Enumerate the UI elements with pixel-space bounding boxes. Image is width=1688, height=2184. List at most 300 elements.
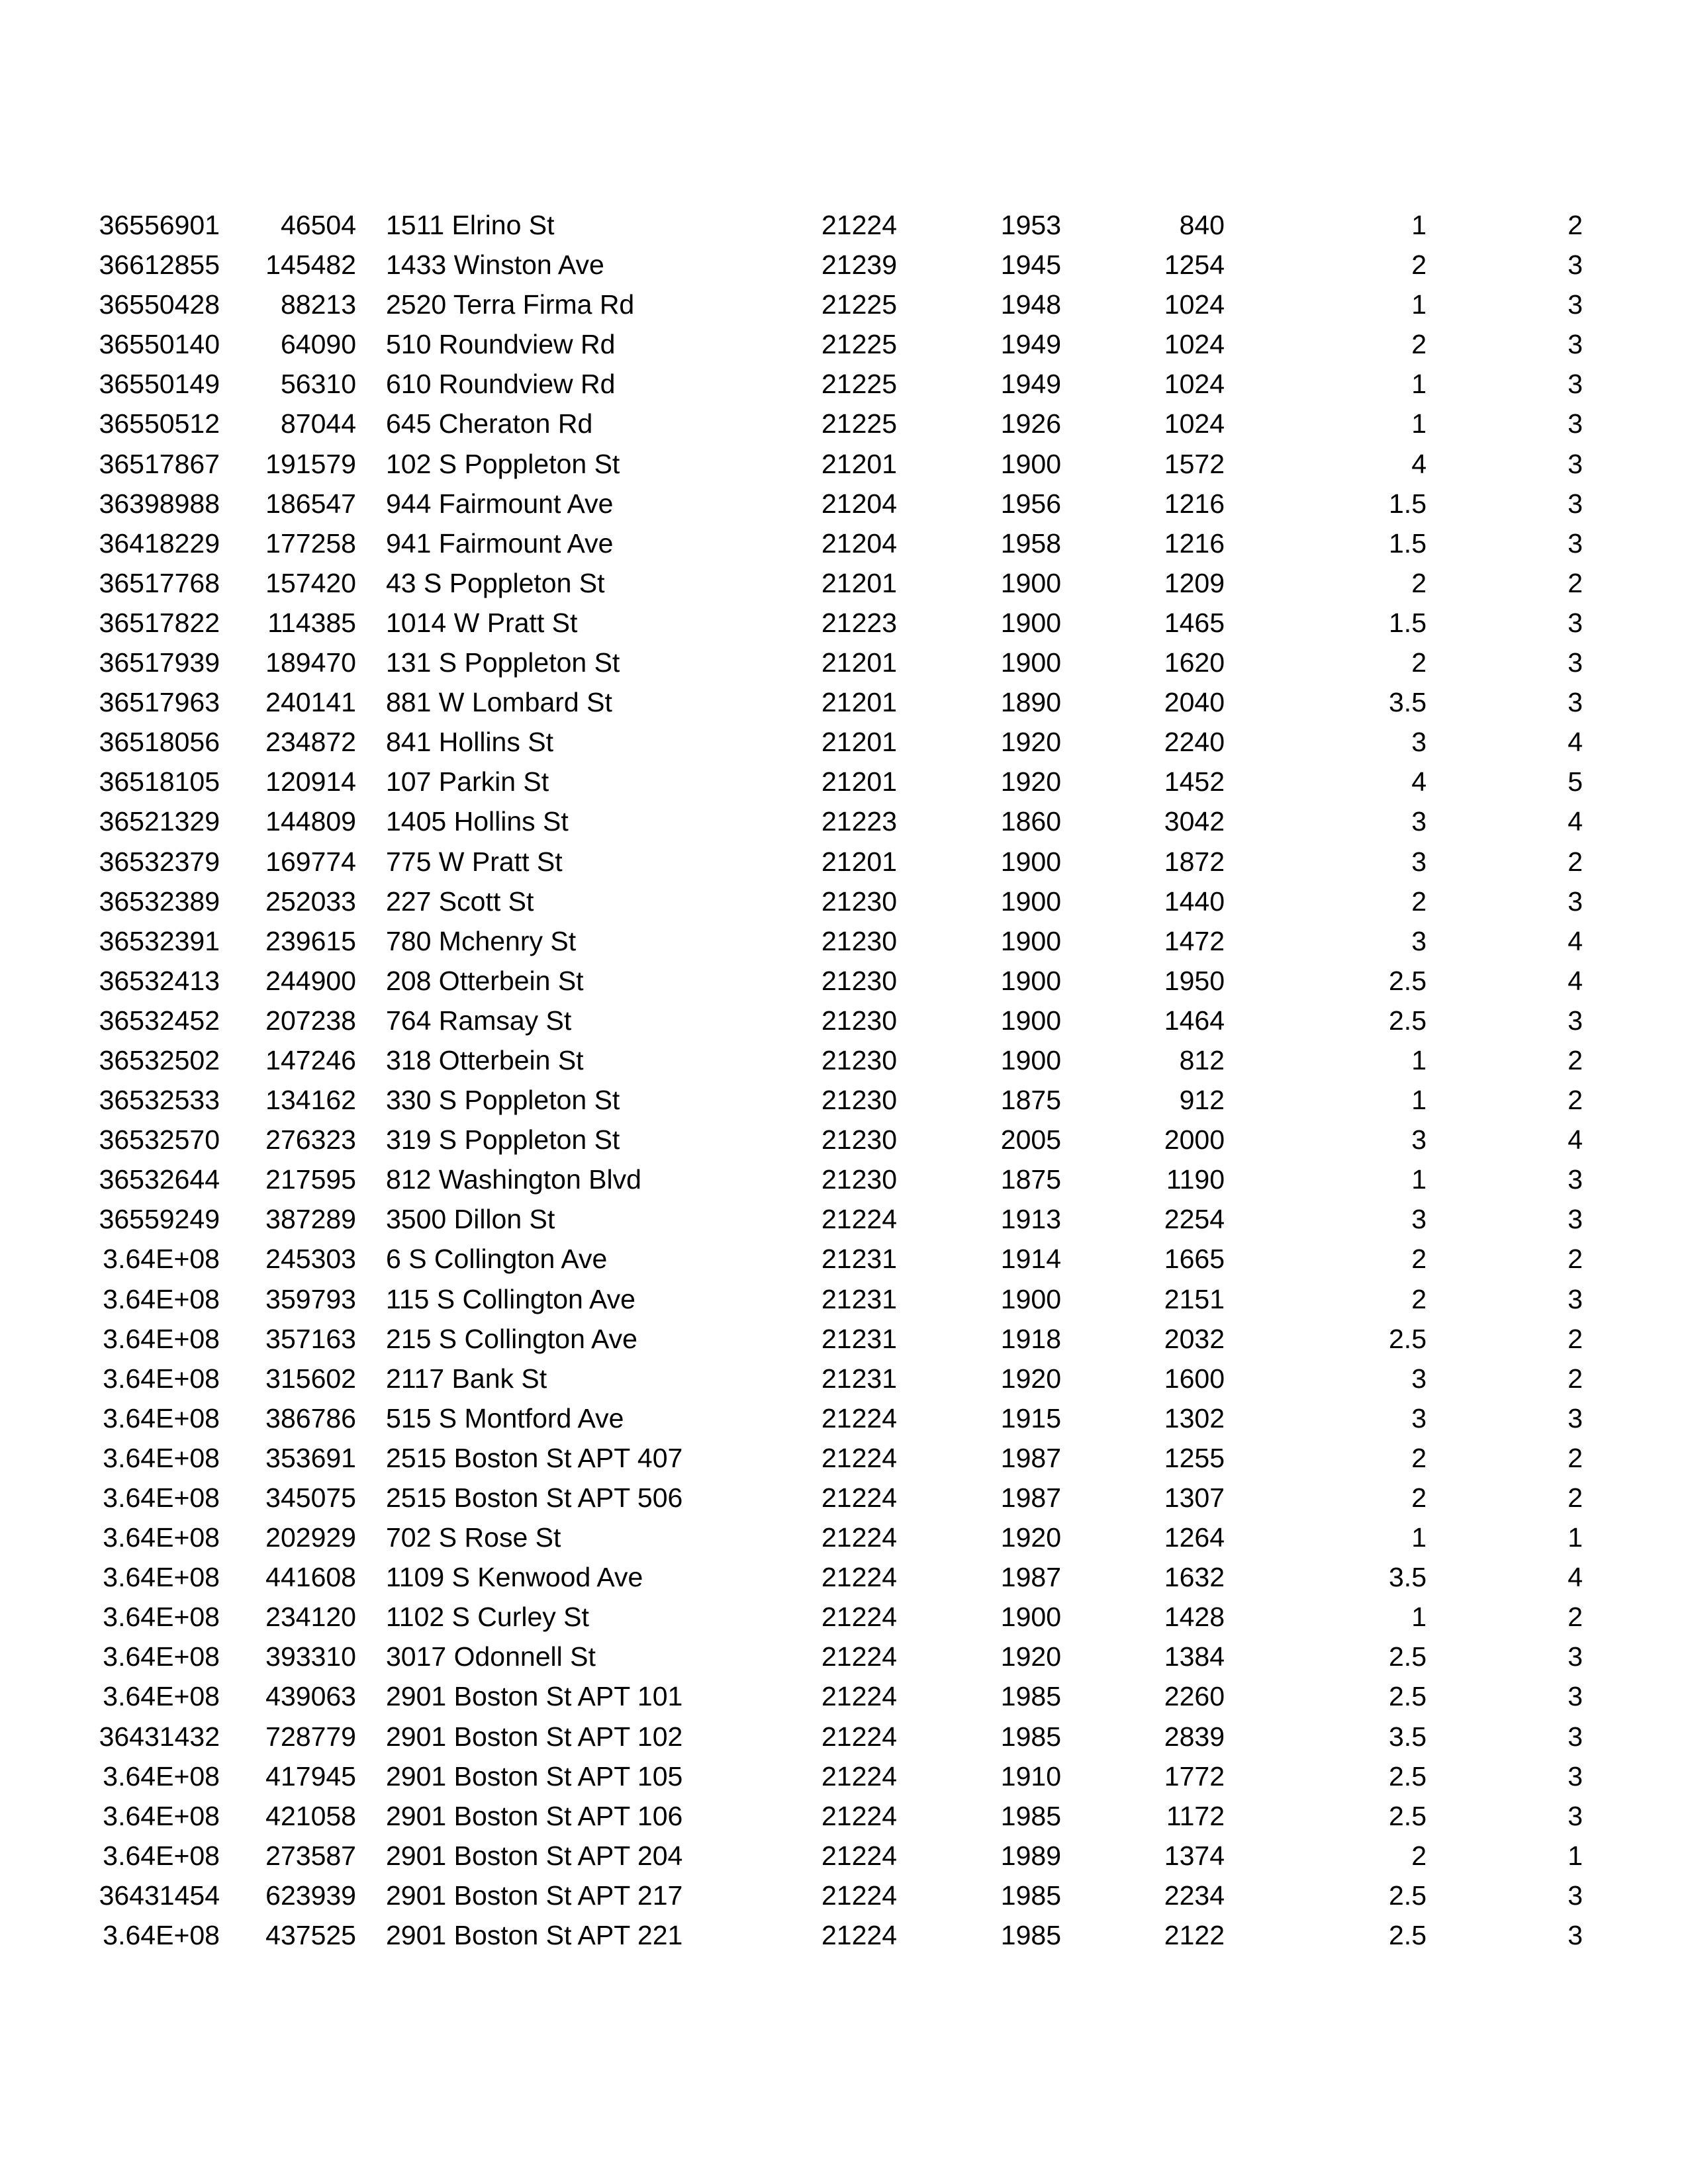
year-built-cell: 1900 (1000, 1602, 1061, 1633)
parcel-id-cell: 36532379 (99, 846, 220, 877)
zip-cell: 21201 (821, 647, 897, 678)
parcel-id-cell: 36612855 (99, 250, 220, 281)
year-built-cell: 1945 (1000, 250, 1061, 281)
price-cell: 145482 (265, 250, 356, 281)
year-built-cell: 1949 (1000, 329, 1061, 360)
address-cell: 2901 Boston St APT 106 (386, 1800, 683, 1831)
table-row (0, 842, 1688, 882)
price-cell: 157420 (265, 567, 356, 598)
sqft-cell: 1665 (1164, 1244, 1225, 1275)
zip-cell: 21225 (821, 408, 897, 439)
zip-cell: 21224 (821, 1522, 897, 1553)
beds-cell: 3 (1568, 329, 1583, 360)
table-row (0, 722, 1688, 762)
sqft-cell: 1190 (1166, 1164, 1225, 1195)
parcel-id-cell: 36532502 (99, 1044, 220, 1075)
address-cell: 3500 Dillon St (386, 1204, 555, 1235)
beds-cell: 3 (1568, 1800, 1583, 1831)
table-row (0, 1637, 1688, 1676)
beds-cell: 2 (1568, 1085, 1583, 1116)
sqft-cell: 1872 (1164, 846, 1225, 877)
parcel-id-cell: 36550428 (99, 289, 220, 320)
parcel-id-cell: 36521329 (99, 806, 220, 837)
table-row (0, 762, 1688, 801)
address-cell: 2520 Terra Firma Rd (386, 289, 635, 320)
table-row (0, 921, 1688, 961)
zip-cell: 21201 (821, 846, 897, 877)
year-built-cell: 1900 (1000, 1005, 1061, 1036)
zip-cell: 21204 (821, 527, 897, 559)
zip-cell: 21231 (821, 1363, 897, 1394)
address-cell: 6 S Collington Ave (386, 1244, 608, 1275)
zip-cell: 21223 (821, 607, 897, 638)
parcel-id-cell: 36550149 (99, 369, 220, 400)
zip-cell: 21201 (821, 567, 897, 598)
sqft-cell: 2032 (1164, 1323, 1225, 1354)
year-built-cell: 1926 (1000, 408, 1061, 439)
beds-cell: 3 (1568, 687, 1583, 718)
address-cell: 208 Otterbein St (386, 965, 584, 996)
baths-cell: 2 (1411, 647, 1427, 678)
year-built-cell: 1900 (1000, 965, 1061, 996)
beds-cell: 3 (1568, 1402, 1583, 1433)
year-built-cell: 1985 (1000, 1800, 1061, 1831)
sqft-cell: 2254 (1164, 1204, 1225, 1235)
price-cell: 357163 (265, 1323, 356, 1354)
address-cell: 812 Washington Blvd (386, 1164, 641, 1195)
parcel-id-cell: 3.64E+08 (103, 1800, 220, 1831)
baths-cell: 2 (1411, 1482, 1427, 1513)
address-cell: 1109 S Kenwood Ave (386, 1562, 643, 1593)
baths-cell: 1 (1411, 369, 1427, 400)
parcel-id-cell: 3.64E+08 (103, 1920, 220, 1951)
beds-cell: 3 (1568, 369, 1583, 400)
year-built-cell: 1920 (1000, 1522, 1061, 1553)
address-cell: 2117 Bank St (386, 1363, 547, 1394)
baths-cell: 2.5 (1389, 1005, 1427, 1036)
zip-cell: 21224 (821, 1562, 897, 1593)
address-cell: 841 Hollins St (386, 727, 553, 758)
baths-cell: 3 (1411, 846, 1427, 877)
address-cell: 941 Fairmount Ave (386, 527, 614, 559)
baths-cell: 2 (1411, 1244, 1427, 1275)
sqft-cell: 1428 (1164, 1602, 1225, 1633)
zip-cell: 21239 (821, 250, 897, 281)
parcel-id-cell: 3.64E+08 (103, 1283, 220, 1314)
table-row (0, 1597, 1688, 1637)
sqft-cell: 1024 (1164, 329, 1225, 360)
parcel-id-cell: 36532533 (99, 1085, 220, 1116)
table-row (0, 364, 1688, 404)
price-cell: 728779 (265, 1721, 356, 1752)
zip-cell: 21201 (821, 727, 897, 758)
address-cell: 227 Scott St (386, 886, 534, 917)
year-built-cell: 1890 (1000, 687, 1061, 718)
price-cell: 217595 (265, 1164, 356, 1195)
baths-cell: 1 (1411, 1522, 1427, 1553)
zip-cell: 21224 (821, 1482, 897, 1513)
table-row (0, 1836, 1688, 1876)
baths-cell: 2 (1411, 886, 1427, 917)
table-row (0, 1239, 1688, 1279)
baths-cell: 2.5 (1389, 1880, 1427, 1911)
baths-cell: 1 (1411, 210, 1427, 240)
sqft-cell: 2234 (1164, 1880, 1225, 1911)
baths-cell: 3 (1411, 1402, 1427, 1433)
sqft-cell: 912 (1179, 1085, 1225, 1116)
baths-cell: 1.5 (1389, 607, 1427, 638)
parcel-id-cell: 3.64E+08 (103, 1562, 220, 1593)
parcel-id-cell: 3.64E+08 (103, 1402, 220, 1433)
price-cell: 56310 (280, 369, 356, 400)
parcel-id-cell: 36532570 (99, 1124, 220, 1156)
baths-cell: 1 (1411, 1085, 1427, 1116)
year-built-cell: 1900 (1000, 448, 1061, 479)
zip-cell: 21231 (821, 1283, 897, 1314)
table-row (0, 1478, 1688, 1518)
address-cell: 2901 Boston St APT 101 (386, 1681, 683, 1712)
beds-cell: 3 (1568, 1880, 1583, 1911)
address-cell: 1102 S Curley St (386, 1602, 589, 1633)
sqft-cell: 2000 (1164, 1124, 1225, 1156)
sqft-cell: 1307 (1164, 1482, 1225, 1513)
table-row (0, 1080, 1688, 1120)
table-row (0, 1438, 1688, 1478)
baths-cell: 2.5 (1389, 1920, 1427, 1951)
beds-cell: 3 (1568, 408, 1583, 439)
table-row (0, 682, 1688, 722)
price-cell: 437525 (265, 1920, 356, 1951)
baths-cell: 2 (1411, 1283, 1427, 1314)
price-cell: 441608 (265, 1562, 356, 1593)
zip-cell: 21230 (821, 1124, 897, 1156)
table-row (0, 1319, 1688, 1359)
price-cell: 244900 (265, 965, 356, 996)
beds-cell: 2 (1568, 1323, 1583, 1354)
address-cell: 2901 Boston St APT 102 (386, 1721, 683, 1752)
table-row (0, 1279, 1688, 1319)
parcel-id-cell: 36431432 (99, 1721, 220, 1752)
sqft-cell: 1452 (1164, 766, 1225, 797)
beds-cell: 3 (1568, 1641, 1583, 1672)
zip-cell: 21224 (821, 1204, 897, 1235)
year-built-cell: 1913 (1000, 1204, 1061, 1235)
zip-cell: 21224 (821, 1760, 897, 1792)
year-built-cell: 1985 (1000, 1721, 1061, 1752)
address-cell: 102 S Poppleton St (386, 448, 620, 479)
price-cell: 186547 (265, 488, 356, 519)
parcel-id-cell: 36532413 (99, 965, 220, 996)
year-built-cell: 2005 (1000, 1124, 1061, 1156)
parcel-id-cell: 3.64E+08 (103, 1442, 220, 1473)
baths-cell: 4 (1411, 448, 1427, 479)
beds-cell: 3 (1568, 250, 1583, 281)
price-cell: 144809 (265, 806, 356, 837)
table-row (0, 1876, 1688, 1915)
sqft-cell: 1384 (1164, 1641, 1225, 1672)
zip-cell: 21204 (821, 488, 897, 519)
address-cell: 775 W Pratt St (386, 846, 563, 877)
price-cell: 421058 (265, 1800, 356, 1831)
beds-cell: 1 (1568, 1840, 1583, 1871)
price-cell: 134162 (265, 1085, 356, 1116)
price-cell: 417945 (265, 1760, 356, 1792)
beds-cell: 3 (1568, 488, 1583, 519)
price-cell: 191579 (265, 448, 356, 479)
zip-cell: 21201 (821, 448, 897, 479)
table-row (0, 1199, 1688, 1239)
zip-cell: 21224 (821, 1721, 897, 1752)
price-cell: 353691 (265, 1442, 356, 1473)
zip-cell: 21201 (821, 687, 897, 718)
table-row (0, 643, 1688, 682)
sqft-cell: 1620 (1164, 647, 1225, 678)
year-built-cell: 1900 (1000, 647, 1061, 678)
address-cell: 944 Fairmount Ave (386, 488, 614, 519)
beds-cell: 3 (1568, 1164, 1583, 1195)
parcel-id-cell: 36550140 (99, 329, 220, 360)
baths-cell: 1 (1411, 1602, 1427, 1633)
beds-cell: 2 (1568, 210, 1583, 240)
price-cell: 252033 (265, 886, 356, 917)
price-cell: 46504 (280, 210, 356, 240)
price-cell: 189470 (265, 647, 356, 678)
table-row (0, 1756, 1688, 1796)
beds-cell: 3 (1568, 1005, 1583, 1036)
table-row (0, 1040, 1688, 1080)
beds-cell: 2 (1568, 1602, 1583, 1633)
price-cell: 114385 (267, 607, 356, 638)
sqft-cell: 840 (1179, 210, 1225, 240)
parcel-id-cell: 3.64E+08 (103, 1840, 220, 1871)
parcel-id-cell: 36556901 (99, 210, 220, 240)
address-cell: 43 S Poppleton St (386, 567, 605, 598)
sqft-cell: 1302 (1164, 1402, 1225, 1433)
sqft-cell: 1572 (1164, 448, 1225, 479)
sqft-cell: 1024 (1164, 289, 1225, 320)
baths-cell: 1 (1411, 408, 1427, 439)
sqft-cell: 3042 (1164, 806, 1225, 837)
price-cell: 234120 (265, 1602, 356, 1633)
price-cell: 147246 (265, 1044, 356, 1075)
price-cell: 273587 (265, 1840, 356, 1871)
parcel-id-cell: 36518105 (99, 766, 220, 797)
zip-cell: 21224 (821, 210, 897, 240)
baths-cell: 2.5 (1389, 1800, 1427, 1831)
parcel-id-cell: 36532391 (99, 925, 220, 956)
parcel-id-cell: 36398988 (99, 488, 220, 519)
beds-cell: 4 (1568, 1124, 1583, 1156)
table-row (0, 523, 1688, 563)
year-built-cell: 1910 (1000, 1760, 1061, 1792)
table-row (0, 404, 1688, 443)
price-cell: 315602 (265, 1363, 356, 1394)
table-row (0, 1518, 1688, 1557)
beds-cell: 4 (1568, 965, 1583, 996)
baths-cell: 1 (1411, 1044, 1427, 1075)
parcel-id-cell: 3.64E+08 (103, 1602, 220, 1633)
sqft-cell: 812 (1179, 1044, 1225, 1075)
year-built-cell: 1985 (1000, 1681, 1061, 1712)
beds-cell: 4 (1568, 1562, 1583, 1593)
address-cell: 780 Mchenry St (386, 925, 577, 956)
address-cell: 2901 Boston St APT 221 (386, 1920, 683, 1951)
sqft-cell: 1216 (1164, 488, 1225, 519)
address-cell: 764 Ramsay St (386, 1005, 572, 1036)
baths-cell: 2 (1411, 567, 1427, 598)
price-cell: 623939 (265, 1880, 356, 1911)
beds-cell: 3 (1568, 527, 1583, 559)
year-built-cell: 1987 (1000, 1482, 1061, 1513)
price-cell: 393310 (265, 1641, 356, 1672)
sqft-cell: 2260 (1164, 1681, 1225, 1712)
sqft-cell: 1600 (1164, 1363, 1225, 1394)
sqft-cell: 1024 (1164, 408, 1225, 439)
year-built-cell: 1900 (1000, 1283, 1061, 1314)
beds-cell: 3 (1568, 886, 1583, 917)
table-row (0, 882, 1688, 921)
beds-cell: 2 (1568, 846, 1583, 877)
price-cell: 87044 (280, 408, 356, 439)
sqft-cell: 1440 (1164, 886, 1225, 917)
baths-cell: 2 (1411, 1442, 1427, 1473)
sqft-cell: 1772 (1164, 1760, 1225, 1792)
price-cell: 387289 (265, 1204, 356, 1235)
table-row (0, 1796, 1688, 1836)
address-cell: 115 S Collington Ave (386, 1283, 635, 1314)
beds-cell: 5 (1568, 766, 1583, 797)
year-built-cell: 1989 (1000, 1840, 1061, 1871)
sqft-cell: 1209 (1164, 567, 1225, 598)
price-cell: 245303 (265, 1244, 356, 1275)
beds-cell: 4 (1568, 806, 1583, 837)
parcel-id-cell: 36532644 (99, 1164, 220, 1195)
baths-cell: 3 (1411, 1124, 1427, 1156)
price-cell: 177258 (265, 527, 356, 559)
parcel-id-cell: 3.64E+08 (103, 1482, 220, 1513)
parcel-id-cell: 36517939 (99, 647, 220, 678)
year-built-cell: 1875 (1000, 1085, 1061, 1116)
zip-cell: 21230 (821, 886, 897, 917)
year-built-cell: 1985 (1000, 1880, 1061, 1911)
address-cell: 1014 W Pratt St (386, 607, 578, 638)
address-cell: 107 Parkin St (386, 766, 549, 797)
address-cell: 318 Otterbein St (386, 1044, 584, 1075)
parcel-id-cell: 36431454 (99, 1880, 220, 1911)
sqft-cell: 1950 (1164, 965, 1225, 996)
year-built-cell: 1900 (1000, 925, 1061, 956)
beds-cell: 3 (1568, 1920, 1583, 1951)
address-cell: 702 S Rose St (386, 1522, 561, 1553)
sqft-cell: 2839 (1164, 1721, 1225, 1752)
sqft-cell: 1216 (1164, 527, 1225, 559)
price-cell: 239615 (265, 925, 356, 956)
baths-cell: 2 (1411, 250, 1427, 281)
parcel-id-cell: 3.64E+08 (103, 1363, 220, 1394)
zip-cell: 21224 (821, 1442, 897, 1473)
address-cell: 2901 Boston St APT 217 (386, 1880, 683, 1911)
sqft-cell: 1374 (1164, 1840, 1225, 1871)
address-cell: 610 Roundview Rd (386, 369, 616, 400)
year-built-cell: 1900 (1000, 1044, 1061, 1075)
year-built-cell: 1985 (1000, 1920, 1061, 1951)
beds-cell: 2 (1568, 1244, 1583, 1275)
parcel-id-cell: 3.64E+08 (103, 1760, 220, 1792)
beds-cell: 2 (1568, 567, 1583, 598)
price-cell: 207238 (265, 1005, 356, 1036)
price-cell: 276323 (265, 1124, 356, 1156)
baths-cell: 4 (1411, 766, 1427, 797)
zip-cell: 21231 (821, 1244, 897, 1275)
year-built-cell: 1956 (1000, 488, 1061, 519)
price-cell: 359793 (265, 1283, 356, 1314)
beds-cell: 3 (1568, 289, 1583, 320)
sqft-cell: 1264 (1164, 1522, 1225, 1553)
beds-cell: 3 (1568, 1721, 1583, 1752)
parcel-id-cell: 36550512 (99, 408, 220, 439)
parcel-id-cell: 36532452 (99, 1005, 220, 1036)
baths-cell: 2.5 (1389, 1323, 1427, 1354)
table-row (0, 1359, 1688, 1398)
zip-cell: 21201 (821, 766, 897, 797)
zip-cell: 21224 (821, 1602, 897, 1633)
year-built-cell: 1900 (1000, 886, 1061, 917)
year-built-cell: 1958 (1000, 527, 1061, 559)
year-built-cell: 1914 (1000, 1244, 1061, 1275)
price-cell: 88213 (280, 289, 356, 320)
data-table (0, 205, 1688, 1955)
zip-cell: 21230 (821, 925, 897, 956)
parcel-id-cell: 3.64E+08 (103, 1323, 220, 1354)
sqft-cell: 1464 (1164, 1005, 1225, 1036)
year-built-cell: 1948 (1000, 289, 1061, 320)
beds-cell: 3 (1568, 448, 1583, 479)
table-row (0, 801, 1688, 841)
price-cell: 120914 (265, 766, 356, 797)
price-cell: 439063 (265, 1681, 356, 1712)
baths-cell: 3.5 (1389, 687, 1427, 718)
beds-cell: 2 (1568, 1044, 1583, 1075)
parcel-id-cell: 36517768 (99, 567, 220, 598)
price-cell: 234872 (265, 727, 356, 758)
zip-cell: 21224 (821, 1840, 897, 1871)
address-cell: 1405 Hollins St (386, 806, 569, 837)
parcel-id-cell: 36559249 (99, 1204, 220, 1235)
zip-cell: 21230 (821, 1085, 897, 1116)
sqft-cell: 1172 (1166, 1800, 1225, 1831)
baths-cell: 2.5 (1389, 1641, 1427, 1672)
table-row (0, 961, 1688, 1001)
year-built-cell: 1953 (1000, 210, 1061, 240)
zip-cell: 21224 (821, 1641, 897, 1672)
table-row (0, 324, 1688, 364)
sqft-cell: 1255 (1164, 1442, 1225, 1473)
price-cell: 386786 (265, 1402, 356, 1433)
baths-cell: 3 (1411, 806, 1427, 837)
year-built-cell: 1900 (1000, 607, 1061, 638)
year-built-cell: 1875 (1000, 1164, 1061, 1195)
parcel-id-cell: 36518056 (99, 727, 220, 758)
address-cell: 131 S Poppleton St (386, 647, 620, 678)
table-row (0, 563, 1688, 603)
beds-cell: 3 (1568, 1760, 1583, 1792)
zip-cell: 21225 (821, 289, 897, 320)
zip-cell: 21224 (821, 1920, 897, 1951)
year-built-cell: 1900 (1000, 567, 1061, 598)
beds-cell: 1 (1568, 1522, 1583, 1553)
sqft-cell: 1254 (1164, 250, 1225, 281)
price-cell: 202929 (265, 1522, 356, 1553)
